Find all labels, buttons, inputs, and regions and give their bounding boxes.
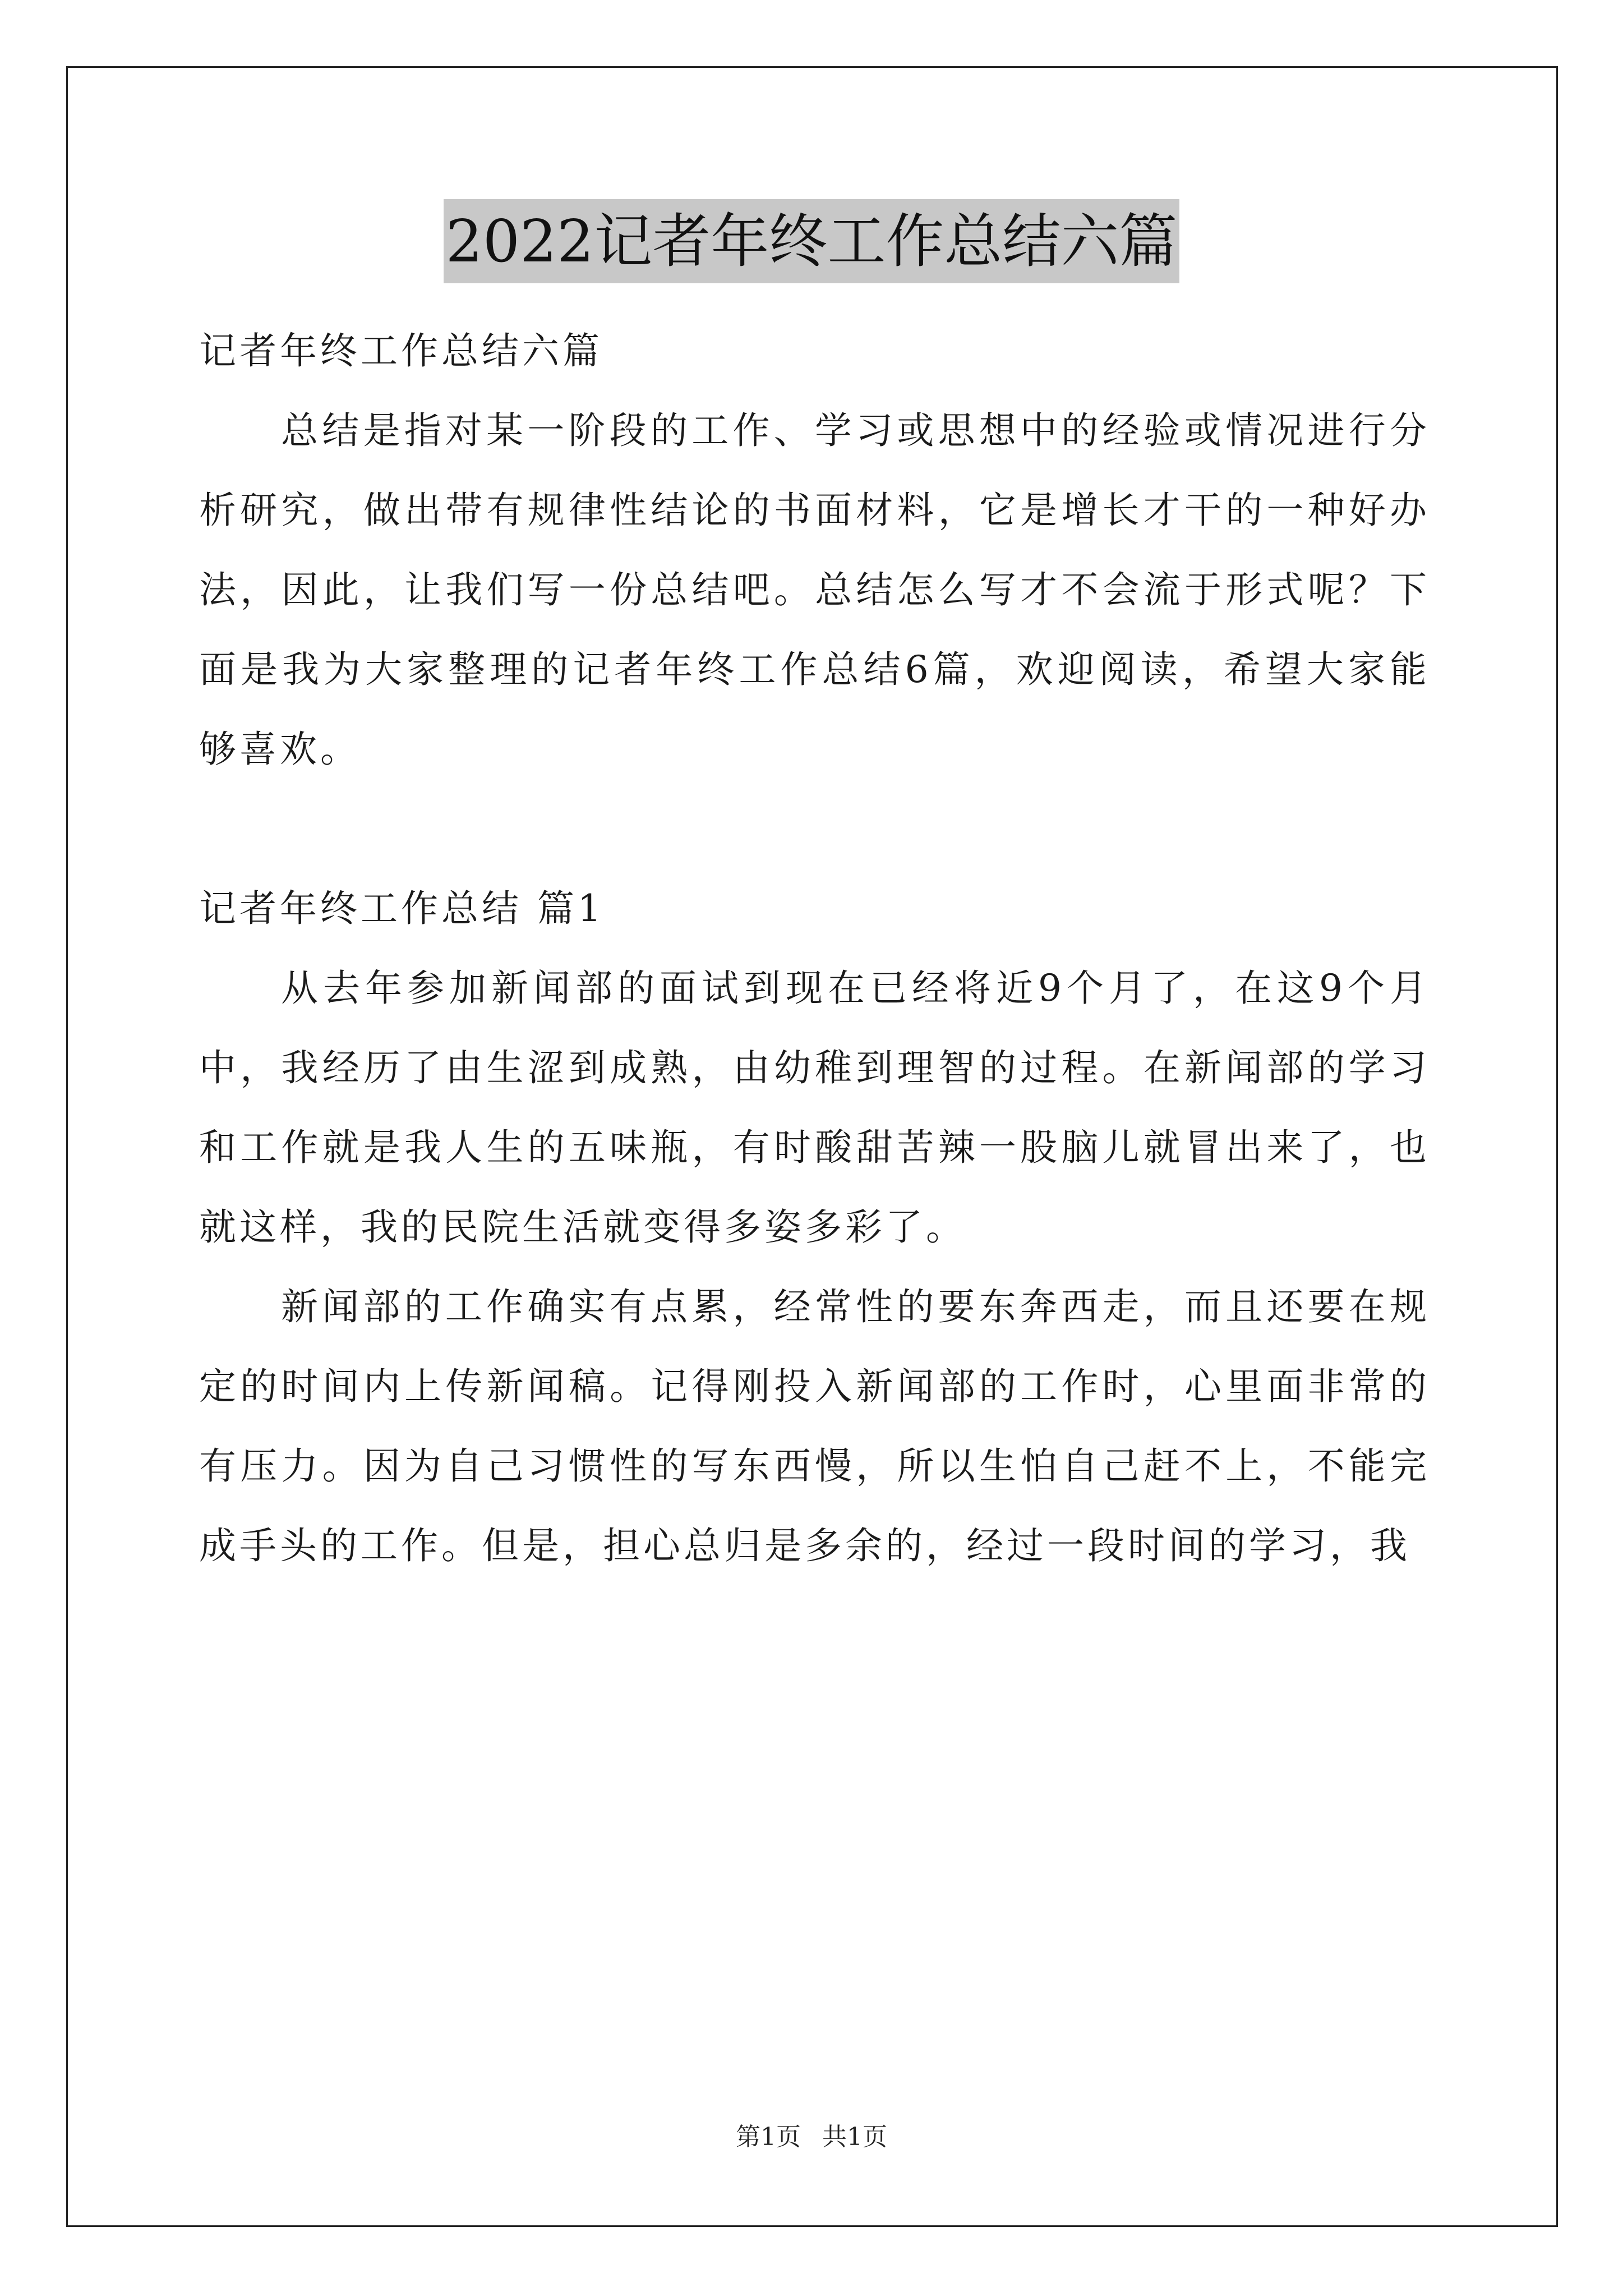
section-heading: 记者年终工作总结 篇1 xyxy=(199,887,605,930)
page-number: 第1页 xyxy=(736,2123,801,2151)
document-body xyxy=(199,311,1430,1586)
intro-paragraph: 总结是指对某一阶段的工作、学习或思想中的经验或情况进行分析研究，做出带有规律性结论的书面材料，它是增长才干的一种好办法，因此，让我们写一份总结吧。总结怎么写才不会流于形式呢？下面是我为大家整理的记者年终工作总结6篇，欢迎阅读，希望大家能够喜欢。 xyxy=(199,409,1430,771)
page-footer xyxy=(0,2120,1623,2154)
document-title: 2022记者年终工作总结六篇 xyxy=(444,199,1180,283)
spacer xyxy=(199,789,1430,869)
document-subtitle: 记者年终工作总结六篇 xyxy=(199,329,603,372)
page-total: 共1页 xyxy=(822,2123,887,2151)
title-wrap xyxy=(0,199,1623,283)
body-paragraph: 从去年参加新闻部的面试到现在已经将近9个月了，在这9个月中，我经历了由生涩到成熟，由幼稚到理智的过程。在新闻部的学习和工作就是我人生的五味瓶，有时酸甜苦辣一股脑儿就冒出来了，也就这样，我的民院生活就变得多姿多彩了。 xyxy=(199,967,1430,1249)
body-paragraph: 新闻部的工作确实有点累，经常性的要东奔西走，而且还要在规定的时间内上传新闻稿。记得刚投入新闻部的工作时，心里面非常的有压力。因为自己习惯性的写东西慢，所以生怕自己赶不上，不能完成手头的工作。但是，担心总归是多余的，经过一段时间的学习，我 xyxy=(199,1285,1430,1567)
